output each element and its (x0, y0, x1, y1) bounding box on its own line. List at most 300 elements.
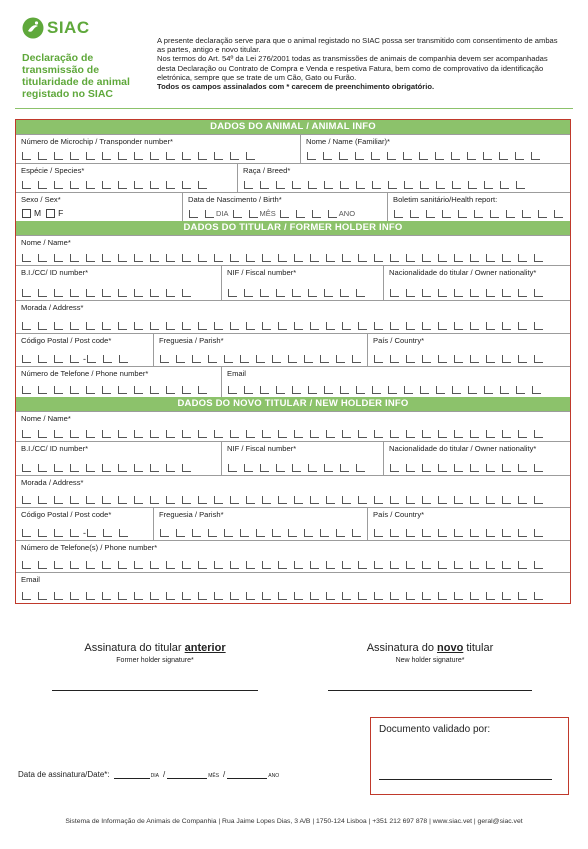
char-box[interactable] (500, 386, 509, 394)
birth-date-field[interactable] (183, 193, 388, 221)
char-box[interactable] (310, 430, 319, 438)
char-box[interactable] (70, 322, 79, 330)
char-box[interactable] (256, 355, 265, 363)
char-box[interactable] (470, 289, 479, 297)
char-box[interactable] (502, 289, 511, 297)
char-box[interactable] (326, 430, 335, 438)
char-box[interactable] (86, 322, 95, 330)
char-box[interactable] (484, 181, 493, 189)
char-box[interactable] (54, 496, 63, 504)
char-box[interactable] (340, 386, 349, 394)
char-box[interactable] (278, 322, 287, 330)
char-box[interactable] (310, 322, 319, 330)
char-box[interactable] (422, 355, 431, 363)
char-box[interactable] (518, 322, 527, 330)
char-box[interactable] (276, 289, 285, 297)
char-box[interactable] (422, 592, 431, 600)
char-box[interactable] (454, 355, 463, 363)
health-report-field[interactable] (388, 193, 570, 221)
char-box[interactable] (230, 496, 239, 504)
new-nationality-field[interactable] (384, 442, 570, 475)
char-box[interactable] (534, 464, 543, 472)
char-box[interactable] (182, 181, 191, 189)
char-box[interactable] (438, 561, 447, 569)
char-box[interactable] (228, 289, 237, 297)
char-box[interactable] (118, 561, 127, 569)
char-box[interactable] (352, 529, 361, 537)
char-box[interactable] (374, 430, 383, 438)
char-box[interactable] (22, 289, 31, 297)
char-box[interactable] (518, 592, 527, 600)
validation-signature-line[interactable] (379, 779, 552, 780)
former-email-field[interactable] (222, 367, 570, 397)
char-box[interactable] (166, 254, 175, 262)
char-box[interactable] (134, 464, 143, 472)
signature-year-input[interactable] (227, 768, 267, 779)
char-box[interactable] (534, 496, 543, 504)
char-box[interactable] (192, 529, 201, 537)
char-box[interactable] (22, 430, 31, 438)
char-box[interactable] (118, 289, 127, 297)
char-box[interactable] (534, 529, 543, 537)
char-box[interactable] (262, 322, 271, 330)
char-box[interactable] (374, 529, 383, 537)
char-box[interactable] (388, 386, 397, 394)
char-box[interactable] (406, 529, 415, 537)
char-box[interactable] (294, 496, 303, 504)
char-box[interactable] (518, 496, 527, 504)
char-box[interactable] (118, 592, 127, 600)
char-box[interactable] (470, 254, 479, 262)
char-box[interactable] (86, 386, 95, 394)
char-box[interactable] (374, 496, 383, 504)
char-box[interactable] (292, 386, 301, 394)
char-box[interactable] (438, 254, 447, 262)
char-box[interactable] (515, 152, 524, 160)
char-box[interactable] (442, 210, 451, 218)
char-box[interactable] (86, 254, 95, 262)
char-box[interactable] (502, 430, 511, 438)
char-box[interactable] (438, 464, 447, 472)
char-box[interactable] (86, 289, 95, 297)
char-box[interactable] (244, 289, 253, 297)
char-box[interactable] (554, 210, 563, 218)
char-box[interactable] (406, 561, 415, 569)
char-box[interactable] (166, 322, 175, 330)
new-postcode-field[interactable] (16, 508, 154, 540)
char-box[interactable] (176, 529, 185, 537)
char-box[interactable] (390, 430, 399, 438)
char-box[interactable] (454, 289, 463, 297)
char-box[interactable] (198, 322, 207, 330)
char-box[interactable] (518, 289, 527, 297)
char-box[interactable] (486, 254, 495, 262)
new-name-field[interactable] (16, 412, 570, 441)
char-box[interactable] (422, 496, 431, 504)
new-address-field[interactable] (16, 476, 570, 507)
char-box[interactable] (118, 254, 127, 262)
char-box[interactable] (452, 386, 461, 394)
char-box[interactable] (134, 152, 143, 160)
char-box[interactable] (292, 464, 301, 472)
char-box[interactable] (534, 289, 543, 297)
char-box[interactable] (198, 181, 207, 189)
char-box[interactable] (102, 289, 111, 297)
char-box[interactable] (339, 152, 348, 160)
char-box[interactable] (278, 254, 287, 262)
char-box[interactable] (260, 386, 269, 394)
char-box[interactable] (246, 592, 255, 600)
char-box[interactable] (228, 386, 237, 394)
char-box[interactable] (54, 152, 63, 160)
char-box[interactable] (134, 254, 143, 262)
char-box[interactable] (38, 464, 47, 472)
char-box[interactable] (390, 289, 399, 297)
char-box[interactable] (102, 386, 111, 394)
char-box[interactable] (342, 322, 351, 330)
char-box[interactable] (262, 496, 271, 504)
char-box[interactable] (435, 152, 444, 160)
char-box[interactable] (406, 355, 415, 363)
char-box[interactable] (356, 181, 365, 189)
char-box[interactable] (118, 152, 127, 160)
char-box[interactable] (214, 322, 223, 330)
char-box[interactable] (342, 430, 351, 438)
char-box[interactable] (86, 464, 95, 472)
char-box[interactable] (103, 529, 112, 537)
char-box[interactable] (214, 561, 223, 569)
char-box[interactable] (292, 289, 301, 297)
char-box[interactable] (470, 561, 479, 569)
char-box[interactable] (244, 386, 253, 394)
char-box[interactable] (531, 152, 540, 160)
char-box[interactable] (294, 322, 303, 330)
char-box[interactable] (22, 355, 31, 363)
char-box[interactable] (182, 254, 191, 262)
char-box[interactable] (70, 289, 79, 297)
char-box[interactable] (374, 355, 383, 363)
char-box[interactable] (390, 464, 399, 472)
char-box[interactable] (246, 430, 255, 438)
char-box[interactable] (486, 355, 495, 363)
char-box[interactable] (294, 561, 303, 569)
char-box[interactable] (534, 322, 543, 330)
breed-field[interactable] (238, 164, 570, 192)
char-box[interactable] (486, 289, 495, 297)
char-box[interactable] (262, 254, 271, 262)
char-box[interactable] (387, 152, 396, 160)
char-box[interactable] (324, 386, 333, 394)
char-box[interactable] (70, 181, 79, 189)
char-box[interactable] (102, 561, 111, 569)
char-box[interactable] (308, 464, 317, 472)
char-box[interactable] (22, 322, 31, 330)
char-box[interactable] (260, 289, 269, 297)
char-box[interactable] (102, 464, 111, 472)
char-box[interactable] (70, 496, 79, 504)
char-box[interactable] (22, 529, 31, 537)
char-box[interactable] (150, 386, 159, 394)
char-box[interactable] (406, 464, 415, 472)
char-box[interactable] (406, 322, 415, 330)
char-box[interactable] (486, 561, 495, 569)
char-box[interactable] (374, 254, 383, 262)
char-box[interactable] (454, 496, 463, 504)
char-box[interactable] (342, 592, 351, 600)
char-box[interactable] (224, 355, 233, 363)
char-box[interactable] (150, 152, 159, 160)
char-box[interactable] (54, 592, 63, 600)
char-box[interactable] (86, 496, 95, 504)
char-box[interactable] (308, 386, 317, 394)
char-box[interactable] (102, 152, 111, 160)
char-box[interactable] (420, 181, 429, 189)
char-box[interactable] (246, 254, 255, 262)
char-box[interactable] (150, 254, 159, 262)
char-box[interactable] (372, 386, 381, 394)
char-box[interactable] (422, 254, 431, 262)
char-box[interactable] (224, 529, 233, 537)
char-box[interactable] (86, 152, 95, 160)
char-box[interactable] (358, 561, 367, 569)
char-box[interactable] (262, 561, 271, 569)
char-box[interactable] (518, 254, 527, 262)
char-box[interactable] (22, 496, 31, 504)
char-box[interactable] (356, 464, 365, 472)
char-box[interactable] (390, 529, 399, 537)
char-box[interactable] (502, 464, 511, 472)
char-box[interactable] (182, 322, 191, 330)
char-box[interactable] (214, 496, 223, 504)
char-box[interactable] (54, 561, 63, 569)
char-box[interactable] (54, 464, 63, 472)
char-box[interactable] (38, 254, 47, 262)
char-box[interactable] (390, 254, 399, 262)
char-box[interactable] (38, 386, 47, 394)
char-box[interactable] (54, 322, 63, 330)
new-nif-field[interactable] (222, 442, 384, 475)
char-box[interactable] (102, 430, 111, 438)
char-box[interactable] (182, 496, 191, 504)
char-box[interactable] (102, 592, 111, 600)
char-box[interactable] (87, 529, 96, 537)
char-box[interactable] (198, 592, 207, 600)
char-box[interactable] (454, 529, 463, 537)
char-box[interactable] (516, 386, 525, 394)
new-email-field[interactable] (16, 573, 570, 603)
char-box[interactable] (278, 592, 287, 600)
char-box[interactable] (70, 386, 79, 394)
char-box[interactable] (470, 529, 479, 537)
char-box[interactable] (256, 529, 265, 537)
char-box[interactable] (390, 355, 399, 363)
char-box[interactable] (342, 561, 351, 569)
char-box[interactable] (166, 430, 175, 438)
char-box[interactable] (486, 464, 495, 472)
char-box[interactable] (320, 529, 329, 537)
char-box[interactable] (438, 496, 447, 504)
char-box[interactable] (134, 430, 143, 438)
char-box[interactable] (307, 152, 316, 160)
microchip-field[interactable] (16, 135, 301, 163)
char-box[interactable] (534, 355, 543, 363)
char-box[interactable] (336, 355, 345, 363)
char-box[interactable] (54, 181, 63, 189)
char-box[interactable] (70, 254, 79, 262)
char-box[interactable] (118, 430, 127, 438)
char-box[interactable] (336, 529, 345, 537)
char-box[interactable] (534, 254, 543, 262)
char-box[interactable] (240, 355, 249, 363)
new-signature-line[interactable] (328, 690, 532, 691)
former-signature-line[interactable] (52, 690, 258, 691)
char-box[interactable] (422, 322, 431, 330)
char-box[interactable] (22, 181, 31, 189)
former-phone-field[interactable] (16, 367, 222, 397)
char-box[interactable] (422, 529, 431, 537)
char-box[interactable] (230, 322, 239, 330)
char-box[interactable] (490, 210, 499, 218)
char-box[interactable] (166, 496, 175, 504)
new-id-field[interactable] (16, 442, 222, 475)
char-box[interactable] (54, 289, 63, 297)
char-box[interactable] (70, 561, 79, 569)
char-box[interactable] (70, 464, 79, 472)
char-box[interactable] (54, 529, 63, 537)
char-box[interactable] (486, 529, 495, 537)
char-box[interactable] (150, 592, 159, 600)
char-box[interactable] (192, 355, 201, 363)
char-box[interactable] (422, 464, 431, 472)
char-box[interactable] (119, 529, 128, 537)
char-box[interactable] (532, 386, 541, 394)
char-box[interactable] (422, 289, 431, 297)
char-box[interactable] (320, 355, 329, 363)
char-box[interactable] (208, 529, 217, 537)
char-box[interactable] (502, 496, 511, 504)
char-box[interactable] (38, 152, 47, 160)
char-box[interactable] (214, 430, 223, 438)
char-box[interactable] (390, 322, 399, 330)
char-box[interactable] (406, 289, 415, 297)
char-box[interactable] (438, 322, 447, 330)
char-box[interactable] (310, 561, 319, 569)
char-box[interactable] (272, 529, 281, 537)
char-box[interactable] (486, 322, 495, 330)
char-box[interactable] (150, 430, 159, 438)
char-box[interactable] (406, 254, 415, 262)
char-box[interactable] (118, 181, 127, 189)
char-box[interactable] (276, 464, 285, 472)
new-phone-field[interactable] (16, 541, 570, 572)
char-box[interactable] (470, 464, 479, 472)
char-box[interactable] (502, 322, 511, 330)
char-box[interactable] (486, 592, 495, 600)
char-box[interactable] (230, 430, 239, 438)
char-box[interactable] (406, 430, 415, 438)
new-country-field[interactable] (368, 508, 570, 540)
char-box[interactable] (38, 561, 47, 569)
char-box[interactable] (160, 529, 169, 537)
char-box[interactable] (324, 464, 333, 472)
char-box[interactable] (372, 181, 381, 189)
char-box[interactable] (86, 181, 95, 189)
char-box[interactable] (54, 430, 63, 438)
char-box[interactable] (182, 289, 191, 297)
char-box[interactable] (102, 181, 111, 189)
char-box[interactable] (214, 152, 223, 160)
char-box[interactable] (454, 561, 463, 569)
char-box[interactable] (422, 430, 431, 438)
char-box[interactable] (278, 430, 287, 438)
char-box[interactable] (230, 561, 239, 569)
char-box[interactable] (390, 496, 399, 504)
char-box[interactable] (538, 210, 547, 218)
former-country-field[interactable] (368, 334, 570, 366)
char-box[interactable] (214, 254, 223, 262)
char-box[interactable] (470, 355, 479, 363)
char-box[interactable] (486, 430, 495, 438)
char-box[interactable] (288, 355, 297, 363)
char-box[interactable] (86, 561, 95, 569)
char-box[interactable] (38, 289, 47, 297)
char-box[interactable] (134, 561, 143, 569)
char-box[interactable] (499, 152, 508, 160)
char-box[interactable] (22, 254, 31, 262)
species-field[interactable] (16, 164, 238, 192)
char-box[interactable] (438, 289, 447, 297)
char-box[interactable] (103, 355, 112, 363)
char-box[interactable] (208, 355, 217, 363)
char-box[interactable] (198, 152, 207, 160)
char-box[interactable] (406, 592, 415, 600)
char-box[interactable] (272, 355, 281, 363)
char-box[interactable] (308, 181, 317, 189)
former-address-field[interactable] (16, 301, 570, 333)
char-box[interactable] (230, 152, 239, 160)
char-box[interactable] (54, 254, 63, 262)
char-box[interactable] (150, 464, 159, 472)
char-box[interactable] (292, 181, 301, 189)
char-box[interactable] (22, 386, 31, 394)
char-box[interactable] (358, 430, 367, 438)
char-box[interactable] (518, 430, 527, 438)
char-box[interactable] (102, 254, 111, 262)
char-box[interactable] (467, 152, 476, 160)
char-box[interactable] (468, 386, 477, 394)
char-box[interactable] (404, 386, 413, 394)
char-box[interactable] (356, 289, 365, 297)
char-box[interactable] (38, 529, 47, 537)
char-box[interactable] (54, 355, 63, 363)
char-box[interactable] (240, 529, 249, 537)
char-box[interactable] (278, 496, 287, 504)
char-box[interactable] (470, 430, 479, 438)
char-box[interactable] (326, 322, 335, 330)
char-box[interactable] (198, 496, 207, 504)
char-box[interactable] (438, 355, 447, 363)
char-box[interactable] (38, 181, 47, 189)
char-box[interactable] (374, 561, 383, 569)
char-box[interactable] (134, 289, 143, 297)
char-box[interactable] (502, 592, 511, 600)
char-box[interactable] (134, 496, 143, 504)
char-box[interactable] (355, 152, 364, 160)
char-box[interactable] (166, 386, 175, 394)
char-box[interactable] (246, 561, 255, 569)
char-box[interactable] (150, 181, 159, 189)
char-box[interactable] (371, 152, 380, 160)
